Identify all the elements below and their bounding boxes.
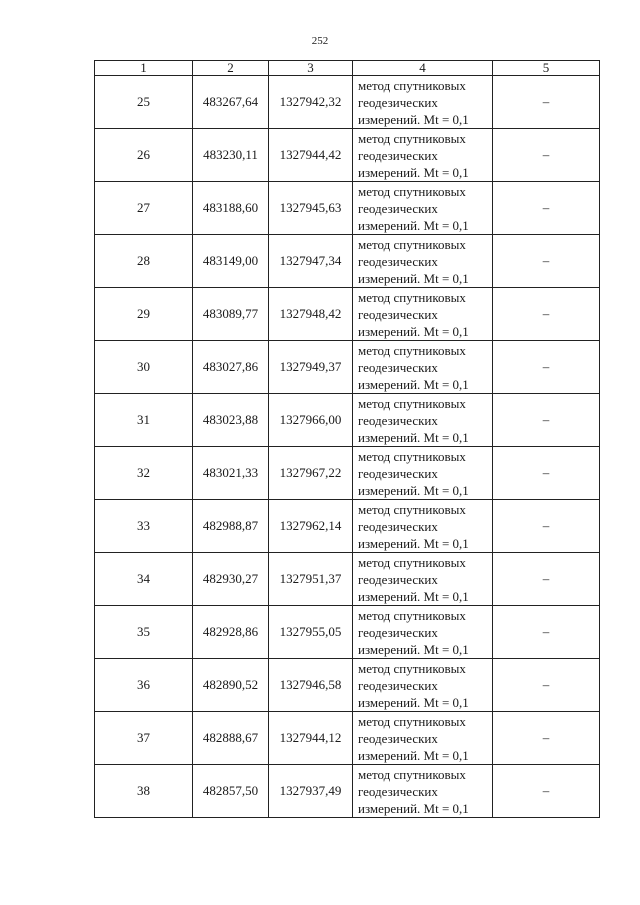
column-header-2: 2 [193, 61, 269, 76]
method-cell [353, 76, 493, 129]
method-text-line: метод спутниковых [358, 289, 466, 305]
x-coordinate-cell: 483149,00 [193, 235, 269, 288]
method-text-line: измерений. Mt = 0,1 [358, 747, 469, 763]
method-cell [353, 712, 493, 765]
x-coordinate-cell: 483230,11 [193, 129, 269, 182]
method-text-line: метод спутниковых [358, 607, 466, 623]
method-text-line: метод спутниковых [358, 713, 466, 729]
method-text-line: метод спутниковых [358, 130, 466, 146]
y-coordinate-cell: 1327949,37 [269, 341, 353, 394]
note-cell: – [493, 606, 600, 659]
note-cell: – [493, 447, 600, 500]
method-text-line: измерений. Mt = 0,1 [358, 323, 469, 339]
table-row [95, 288, 600, 341]
method-text-line: измерений. Mt = 0,1 [358, 217, 469, 233]
table-row [95, 182, 600, 235]
point-number-cell: 37 [95, 712, 193, 765]
method-cell [353, 235, 493, 288]
note-cell: – [493, 288, 600, 341]
method-text-line: геодезических [358, 306, 438, 322]
method-cell [353, 182, 493, 235]
y-coordinate-cell: 1327947,34 [269, 235, 353, 288]
y-coordinate-cell: 1327948,42 [269, 288, 353, 341]
column-header-4: 4 [353, 61, 493, 76]
point-number-cell: 25 [95, 76, 193, 129]
method-cell [353, 606, 493, 659]
method-text-line: геодезических [358, 147, 438, 163]
table-row [95, 712, 600, 765]
point-number-cell: 36 [95, 659, 193, 712]
table-row [95, 235, 600, 288]
method-text-line: геодезических [358, 783, 438, 799]
x-coordinate-cell: 482928,86 [193, 606, 269, 659]
method-text-line: измерений. Mt = 0,1 [358, 270, 469, 286]
method-text-line: геодезических [358, 677, 438, 693]
method-cell [353, 129, 493, 182]
table-header-row [95, 61, 600, 76]
note-cell: – [493, 765, 600, 818]
method-text-line: метод спутниковых [358, 77, 466, 93]
x-coordinate-cell: 483023,88 [193, 394, 269, 447]
point-number-cell: 27 [95, 182, 193, 235]
point-number-cell: 26 [95, 129, 193, 182]
coordinates-table [94, 60, 600, 818]
note-cell: – [493, 394, 600, 447]
point-number-cell: 28 [95, 235, 193, 288]
page-number: 252 [311, 35, 329, 47]
method-text-line: геодезических [358, 253, 438, 269]
method-text-line: измерений. Mt = 0,1 [358, 800, 469, 816]
x-coordinate-cell: 482930,27 [193, 553, 269, 606]
x-coordinate-cell: 483027,86 [193, 341, 269, 394]
table-row [95, 447, 600, 500]
point-number-cell: 29 [95, 288, 193, 341]
y-coordinate-cell: 1327955,05 [269, 606, 353, 659]
note-cell: – [493, 235, 600, 288]
method-cell [353, 447, 493, 500]
method-text-line: геодезических [358, 200, 438, 216]
y-coordinate-cell: 1327966,00 [269, 394, 353, 447]
note-cell: – [493, 76, 600, 129]
note-cell: – [493, 553, 600, 606]
column-header-5: 5 [493, 61, 600, 76]
y-coordinate-cell: 1327942,32 [269, 76, 353, 129]
method-text-line: измерений. Mt = 0,1 [358, 482, 469, 498]
column-header-1: 1 [95, 61, 193, 76]
point-number-cell: 32 [95, 447, 193, 500]
point-number-cell: 38 [95, 765, 193, 818]
x-coordinate-cell: 483021,33 [193, 447, 269, 500]
method-text-line: измерений. Mt = 0,1 [358, 588, 469, 604]
x-coordinate-cell: 482888,67 [193, 712, 269, 765]
table-row [95, 500, 600, 553]
point-number-cell: 35 [95, 606, 193, 659]
method-cell [353, 765, 493, 818]
method-text-line: метод спутниковых [358, 448, 466, 464]
method-text-line: метод спутниковых [358, 660, 466, 676]
method-text-line: геодезических [358, 518, 438, 534]
x-coordinate-cell: 483267,64 [193, 76, 269, 129]
table-row [95, 659, 600, 712]
method-text-line: измерений. Mt = 0,1 [358, 641, 469, 657]
method-cell [353, 288, 493, 341]
point-number-cell: 34 [95, 553, 193, 606]
method-text-line: геодезических [358, 94, 438, 110]
method-text-line: измерений. Mt = 0,1 [358, 429, 469, 445]
table-row [95, 341, 600, 394]
method-cell [353, 394, 493, 447]
table-row [95, 765, 600, 818]
x-coordinate-cell: 483089,77 [193, 288, 269, 341]
method-text-line: геодезических [358, 359, 438, 375]
point-number-cell: 30 [95, 341, 193, 394]
method-text-line: измерений. Mt = 0,1 [358, 535, 469, 551]
method-text-line: измерений. Mt = 0,1 [358, 376, 469, 392]
method-text-line: измерений. Mt = 0,1 [358, 111, 469, 127]
method-text-line: метод спутниковых [358, 342, 466, 358]
method-text-line: измерений. Mt = 0,1 [358, 694, 469, 710]
y-coordinate-cell: 1327967,22 [269, 447, 353, 500]
x-coordinate-cell: 482857,50 [193, 765, 269, 818]
note-cell: – [493, 500, 600, 553]
column-header-3: 3 [269, 61, 353, 76]
method-text-line: метод спутниковых [358, 766, 466, 782]
note-cell: – [493, 341, 600, 394]
y-coordinate-cell: 1327951,37 [269, 553, 353, 606]
note-cell: – [493, 182, 600, 235]
method-text-line: метод спутниковых [358, 554, 466, 570]
table-row [95, 553, 600, 606]
method-text-line: метод спутниковых [358, 395, 466, 411]
y-coordinate-cell: 1327946,58 [269, 659, 353, 712]
method-text-line: геодезических [358, 624, 438, 640]
method-text-line: геодезических [358, 730, 438, 746]
method-text-line: геодезических [358, 412, 438, 428]
method-cell [353, 659, 493, 712]
table-row [95, 129, 600, 182]
point-number-cell: 33 [95, 500, 193, 553]
method-cell [353, 341, 493, 394]
y-coordinate-cell: 1327944,12 [269, 712, 353, 765]
x-coordinate-cell: 482890,52 [193, 659, 269, 712]
method-text-line: геодезических [358, 465, 438, 481]
y-coordinate-cell: 1327945,63 [269, 182, 353, 235]
note-cell: – [493, 129, 600, 182]
method-text-line: метод спутниковых [358, 183, 466, 199]
y-coordinate-cell: 1327962,14 [269, 500, 353, 553]
table-row [95, 606, 600, 659]
x-coordinate-cell: 482988,87 [193, 500, 269, 553]
method-text-line: метод спутниковых [358, 501, 466, 517]
method-text-line: измерений. Mt = 0,1 [358, 164, 469, 180]
table-row [95, 394, 600, 447]
y-coordinate-cell: 1327944,42 [269, 129, 353, 182]
method-cell [353, 500, 493, 553]
x-coordinate-cell: 483188,60 [193, 182, 269, 235]
method-text-line: геодезических [358, 571, 438, 587]
table-row [95, 76, 600, 129]
point-number-cell: 31 [95, 394, 193, 447]
y-coordinate-cell: 1327937,49 [269, 765, 353, 818]
method-text-line: метод спутниковых [358, 236, 466, 252]
note-cell: – [493, 712, 600, 765]
note-cell: – [493, 659, 600, 712]
method-cell [353, 553, 493, 606]
